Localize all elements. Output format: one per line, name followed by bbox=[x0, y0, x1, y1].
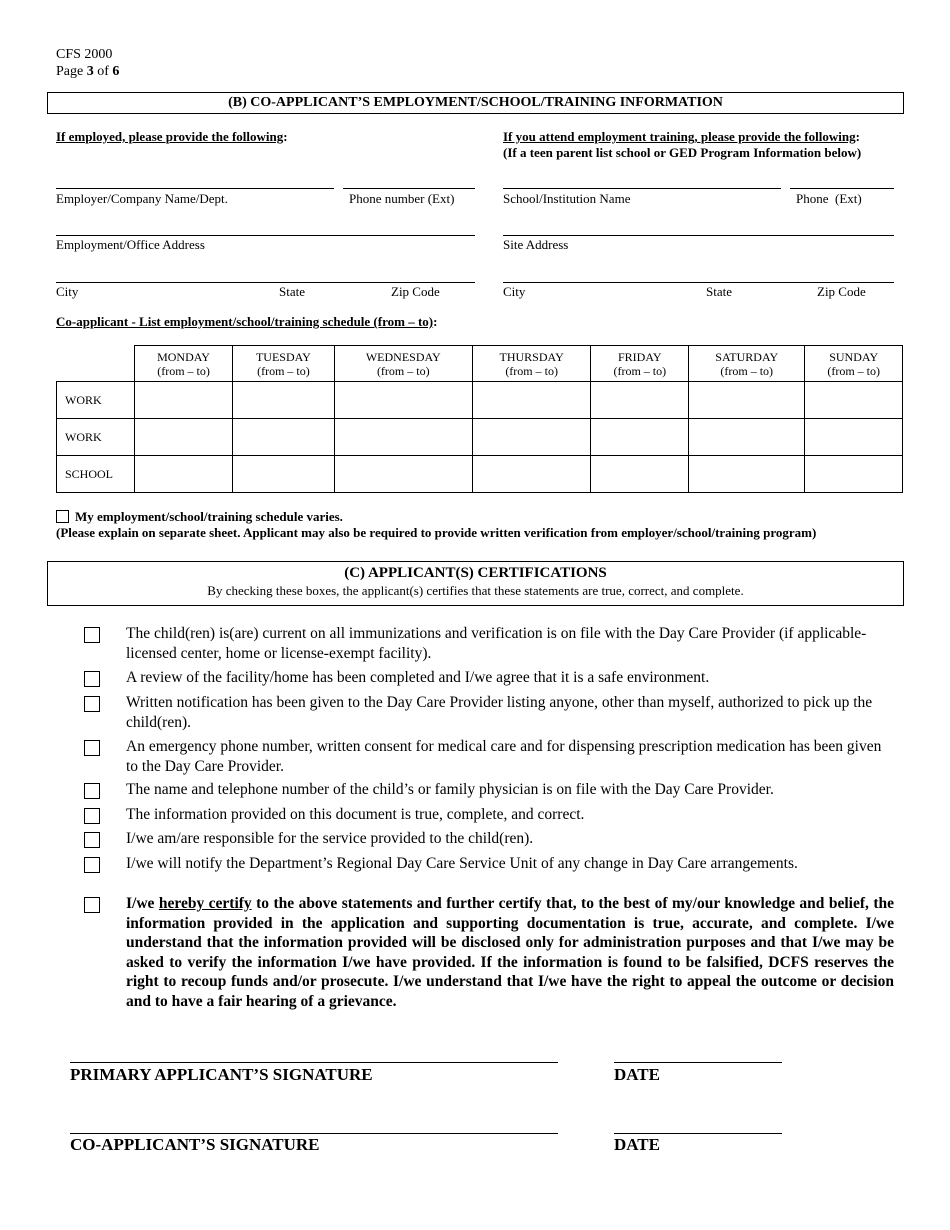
cert-text: A review of the facility/home has been completed and I/we agree that it is a safe environment. bbox=[126, 669, 710, 686]
cert-checkbox[interactable] bbox=[84, 671, 100, 687]
cert-checkbox[interactable] bbox=[84, 808, 100, 824]
form-header bbox=[56, 46, 119, 80]
day-name: TUESDAY bbox=[255, 349, 311, 364]
day-name: SATURDAY bbox=[715, 349, 779, 364]
cert-text: I/we am/are responsible for the service provided to the child(ren). bbox=[126, 830, 534, 847]
day-header-monday bbox=[135, 346, 233, 382]
section-c-title-box bbox=[47, 561, 904, 606]
schedule-varies-label: My employment/school/training schedule varies. bbox=[75, 509, 343, 524]
schedule-heading-text: Co-applicant - List employment/school/training schedule (from – to) bbox=[56, 314, 434, 329]
site-address-field[interactable] bbox=[503, 235, 894, 236]
from-to: (from – to) bbox=[827, 363, 880, 378]
day-header-saturday bbox=[689, 346, 805, 382]
employer-city-state-zip-field[interactable] bbox=[56, 282, 475, 283]
cert-text: The information provided on this document is true, complete, and correct. bbox=[126, 806, 585, 823]
co-date-label: DATE bbox=[614, 1135, 660, 1154]
cert-item-notify-changes bbox=[84, 854, 894, 874]
section-c-title: (C) APPLICANT(S) CERTIFICATIONS bbox=[344, 565, 607, 581]
schedule-table bbox=[56, 345, 903, 493]
cert-item-immunizations bbox=[84, 624, 894, 664]
schedule-cell[interactable] bbox=[233, 419, 335, 456]
school-state-label: State bbox=[706, 284, 732, 299]
form-id: CFS 2000 bbox=[56, 47, 113, 62]
schedule-header-row bbox=[57, 346, 903, 382]
cert-text: The child(ren) is(are) current on all immunizations and verification is on file with the Day Care Provider (if applicable- licensed center, home or license-exempt facility). bbox=[126, 625, 867, 662]
schedule-row-work-1 bbox=[57, 382, 903, 419]
cert-item-hereby-certify bbox=[84, 894, 894, 1014]
schedule-varies-note: (Please explain on separate sheet. Applicant may also be required to provide written verification from employer/school/training program) bbox=[56, 525, 817, 540]
schedule-varies-checkbox[interactable] bbox=[56, 510, 69, 523]
site-address-label: Site Address bbox=[503, 237, 569, 252]
cert-item-pickup-notification bbox=[84, 693, 894, 733]
from-to: (from – to) bbox=[157, 363, 210, 378]
cert-text: An emergency phone number, written consent for medical care and for dispensing prescription medication has been given to the Day Care Provider. bbox=[126, 738, 882, 775]
co-date-line[interactable] bbox=[614, 1133, 782, 1134]
section-b-title: (B) CO-APPLICANT’S EMPLOYMENT/SCHOOL/TRAINING INFORMATION bbox=[47, 92, 904, 114]
employer-state-label: State bbox=[279, 284, 305, 299]
primary-date-label: DATE bbox=[614, 1065, 660, 1084]
schedule-row-work-2 bbox=[57, 419, 903, 456]
employment-address-label: Employment/Office Address bbox=[56, 237, 205, 252]
cert-checkbox[interactable] bbox=[84, 627, 100, 643]
primary-signature-line[interactable] bbox=[70, 1062, 558, 1063]
training-heading-text: If you attend employment training, please provide the following bbox=[503, 129, 856, 144]
from-to: (from – to) bbox=[257, 363, 310, 378]
schedule-cell[interactable] bbox=[689, 456, 805, 493]
school-name-field[interactable] bbox=[503, 188, 781, 189]
school-phone-field[interactable] bbox=[790, 188, 894, 189]
training-heading: If you attend employment training, please provide the following: (If a teen parent list school or GED Program Information below) bbox=[503, 129, 862, 160]
cert-checkbox[interactable] bbox=[84, 897, 100, 913]
schedule-cell[interactable] bbox=[591, 456, 689, 493]
schedule-cell[interactable] bbox=[472, 456, 591, 493]
cert-item-responsible bbox=[84, 829, 894, 849]
day-name: WEDNESDAY bbox=[365, 349, 441, 364]
schedule-cell[interactable] bbox=[233, 456, 335, 493]
from-to: (from – to) bbox=[720, 363, 774, 378]
cert-checkbox[interactable] bbox=[84, 783, 100, 799]
cert-checkbox[interactable] bbox=[84, 740, 100, 756]
school-phone-label: Phone (Ext) bbox=[796, 191, 862, 206]
from-to: (from – to) bbox=[505, 363, 558, 378]
row-label: WORK bbox=[57, 382, 135, 419]
page-current: 3 bbox=[86, 64, 94, 79]
day-name: THURSDAY bbox=[499, 349, 564, 364]
hereby-certify-text bbox=[126, 894, 894, 1011]
school-zip-label: Zip Code bbox=[817, 284, 866, 299]
from-to: (from – to) bbox=[613, 363, 667, 378]
employer-field[interactable] bbox=[56, 188, 334, 189]
page-of: of bbox=[93, 64, 113, 79]
page-total: 6 bbox=[112, 64, 120, 79]
schedule-cell[interactable] bbox=[135, 419, 233, 456]
schedule-cell[interactable] bbox=[805, 456, 903, 493]
schedule-cell[interactable] bbox=[334, 382, 472, 419]
day-header-wednesday bbox=[334, 346, 472, 382]
schedule-cell[interactable] bbox=[135, 456, 233, 493]
cert-item-information-true bbox=[84, 805, 894, 825]
certify-prefix: I/we bbox=[126, 895, 159, 912]
cert-item-facility-review bbox=[84, 668, 894, 688]
co-signature-line[interactable] bbox=[70, 1133, 558, 1134]
school-name-label: School/Institution Name bbox=[503, 191, 631, 206]
schedule-varies bbox=[56, 509, 816, 541]
day-header-sunday bbox=[805, 346, 903, 382]
cert-text: I/we will notify the Department’s Regional Day Care Service Unit of any change in Day Care arrangements. bbox=[126, 855, 798, 872]
cert-checkbox[interactable] bbox=[84, 857, 100, 873]
primary-signature-label: PRIMARY APPLICANT’S SIGNATURE bbox=[70, 1065, 373, 1084]
employment-address-field[interactable] bbox=[56, 235, 475, 236]
teen-parent-note: (If a teen parent list school or GED Program Information below) bbox=[503, 145, 862, 160]
schedule-cell[interactable] bbox=[805, 419, 903, 456]
row-label: WORK bbox=[57, 419, 135, 456]
co-signature-label: CO-APPLICANT’S SIGNATURE bbox=[70, 1135, 320, 1154]
day-name: FRIDAY bbox=[618, 349, 662, 364]
schedule-cell[interactable] bbox=[334, 456, 472, 493]
primary-date-line[interactable] bbox=[614, 1062, 782, 1063]
schedule-cell[interactable] bbox=[805, 382, 903, 419]
schedule-cell[interactable] bbox=[233, 382, 335, 419]
day-header-tuesday bbox=[233, 346, 335, 382]
cert-item-physician bbox=[84, 780, 894, 800]
row-label: SCHOOL bbox=[57, 456, 135, 493]
schedule-cell[interactable] bbox=[472, 382, 591, 419]
day-name: SUNDAY bbox=[829, 349, 879, 364]
employer-city-label: City bbox=[56, 284, 79, 299]
cert-item-emergency-contact bbox=[84, 737, 894, 777]
cert-checkbox[interactable] bbox=[84, 832, 100, 848]
employer-zip-label: Zip Code bbox=[391, 284, 440, 299]
school-city-label: City bbox=[503, 284, 526, 299]
employed-heading-text: If employed, please provide the following bbox=[56, 129, 284, 144]
cert-text: The name and telephone number of the child’s or family physician is on file with the Day Care Provider. bbox=[126, 781, 774, 798]
cert-checkbox[interactable] bbox=[84, 696, 100, 712]
from-to: (from – to) bbox=[376, 363, 430, 378]
schedule-cell[interactable] bbox=[591, 382, 689, 419]
schedule-cell[interactable] bbox=[689, 419, 805, 456]
page-number bbox=[56, 63, 119, 80]
schedule-cell[interactable] bbox=[135, 382, 233, 419]
schedule-cell[interactable] bbox=[689, 382, 805, 419]
page-prefix: Page bbox=[56, 64, 87, 79]
section-c-subtitle: By checking these boxes, the applicant(s) certifies that these statements are true, correct, and complete. bbox=[207, 583, 744, 598]
schedule-cell[interactable] bbox=[591, 419, 689, 456]
day-header-thursday bbox=[472, 346, 591, 382]
schedule-heading: Co-applicant - List employment/school/training schedule (from – to): bbox=[56, 314, 438, 329]
day-header-friday bbox=[591, 346, 689, 382]
certify-rest: to the above statements and further certify that, to the best of my/our knowledge and belief, the information provided in the application and supporting documentation is true, accurate, and complete. I/we understand that the information provided will be disclosed only for administration purposes and that I/we may be asked to verify the information I/we have provided. If the information is found to be falsified, DCFS reserves the right to recoup funds and/or prosecute. I/we understand that I/we have the right to appeal the outcome or decision and to have a fair hearing of a grievance. bbox=[126, 895, 894, 1010]
schedule-corner-cell bbox=[57, 346, 135, 382]
schedule-cell[interactable] bbox=[472, 419, 591, 456]
schedule-row-school bbox=[57, 456, 903, 493]
phone-ext-field[interactable] bbox=[343, 188, 475, 189]
certify-underlined: hereby certify bbox=[158, 895, 252, 912]
phone-ext-label: Phone number (Ext) bbox=[349, 191, 455, 206]
schedule-cell[interactable] bbox=[334, 419, 472, 456]
school-city-state-zip-field[interactable] bbox=[503, 282, 894, 283]
cert-text: Written notification has been given to the Day Care Provider listing anyone, other than myself, authorized to pick up the child(ren). bbox=[126, 694, 873, 731]
employed-heading: If employed, please provide the following: bbox=[56, 129, 288, 144]
employer-label: Employer/Company Name/Dept. bbox=[56, 191, 228, 206]
day-name: MONDAY bbox=[157, 349, 210, 364]
